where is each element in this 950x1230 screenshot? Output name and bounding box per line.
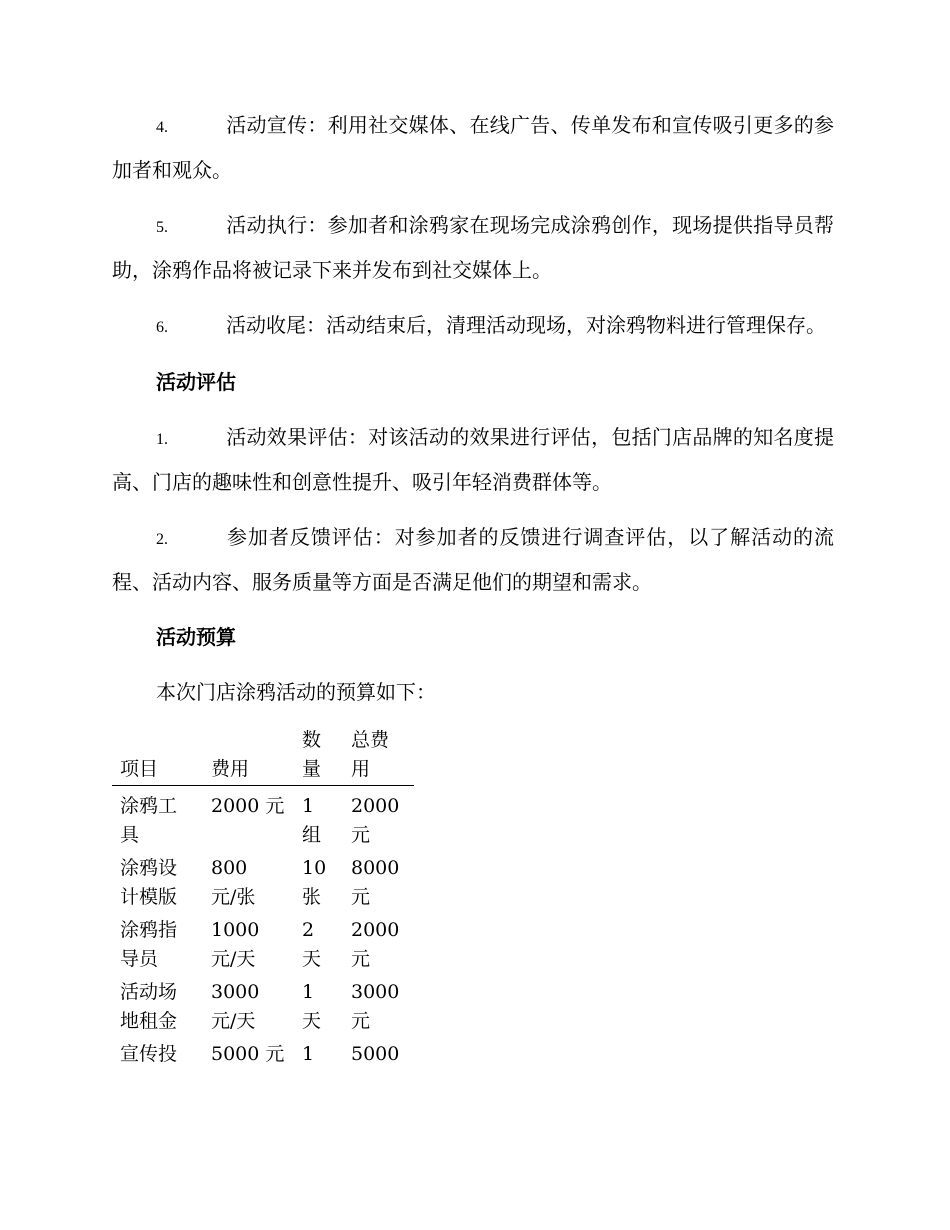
list-text: 活动收尾：活动结束后，清理活动现场，对涂鸦物料进行管理保存。 [226, 313, 826, 337]
list-item [112, 516, 834, 604]
cell-total: 2000 元 [351, 919, 400, 970]
header-quantity: 数 量 [294, 726, 343, 786]
cell-total: 5000 [351, 1043, 400, 1065]
cell-cost: 800 元/张 [211, 857, 256, 908]
cell-cost: 1000 元/天 [211, 919, 260, 970]
table-row [112, 786, 414, 851]
section-heading-budget: 活动预算 [156, 625, 236, 649]
list-item [112, 104, 834, 192]
list-text: 活动执行：参加者和涂鸦家在现场完成涂鸦创作，现场提供指导员帮助，涂鸦作品将被记录下来并发布到社交媒体上。 [112, 213, 834, 282]
header-total: 总费 用 [343, 726, 414, 786]
list-number: 1. [156, 431, 168, 448]
list-text: 活动效果评估：对该活动的效果进行评估，包括门店品牌的知名度提高、门店的趣味性和创意性提升、吸引年轻消费群体等。 [112, 425, 834, 494]
list-number: 2. [156, 531, 168, 548]
list-number: 5. [156, 219, 168, 236]
cell-item: 宣传投 [120, 1043, 178, 1065]
list-text: 参加者反馈评估：对参加者的反馈进行调查评估，以了解活动的流程、活动内容、服务质量等方面是否满足他们的期望和需求。 [112, 525, 834, 594]
table-row [112, 850, 414, 912]
list-number: 6. [156, 319, 168, 336]
document-page [112, 104, 834, 1069]
cell-quantity: 2 天 [302, 919, 322, 970]
section-heading-evaluation: 活动评估 [156, 370, 236, 394]
cell-item: 涂鸦指 导员 [120, 919, 178, 970]
cell-item: 涂鸦工 具 [120, 795, 178, 846]
budget-intro: 本次门店涂鸦活动的预算如下： [156, 680, 436, 704]
cell-total: 8000 元 [351, 857, 400, 908]
list-text: 活动宣传：利用社交媒体、在线广告、传单发布和宣传吸引更多的参加者和观众。 [112, 113, 834, 182]
budget-table [112, 726, 414, 1069]
cell-quantity: 1 组 [302, 795, 322, 846]
table-row [112, 1036, 414, 1069]
cell-quantity: 1 [302, 1043, 315, 1065]
cell-item: 涂鸦设 计模版 [120, 857, 178, 908]
list-item [112, 416, 834, 504]
table-row [112, 912, 414, 974]
cell-quantity: 10 张 [302, 857, 327, 908]
table-header-row [112, 726, 414, 786]
list-number: 4. [156, 119, 168, 136]
list-item [112, 204, 834, 292]
table-row [112, 974, 414, 1036]
cell-item: 活动场 地租金 [120, 981, 178, 1032]
cell-cost: 5000 元 [211, 1043, 285, 1065]
cell-quantity: 1 天 [302, 981, 322, 1032]
list-item [112, 304, 834, 349]
cell-total: 2000 元 [351, 795, 400, 846]
header-cost: 费用 [203, 726, 294, 786]
header-item: 项目 [112, 726, 203, 786]
cell-cost: 3000 元/天 [211, 981, 260, 1032]
cell-total: 3000 元 [351, 981, 400, 1032]
cell-cost: 2000 元 [211, 795, 285, 817]
